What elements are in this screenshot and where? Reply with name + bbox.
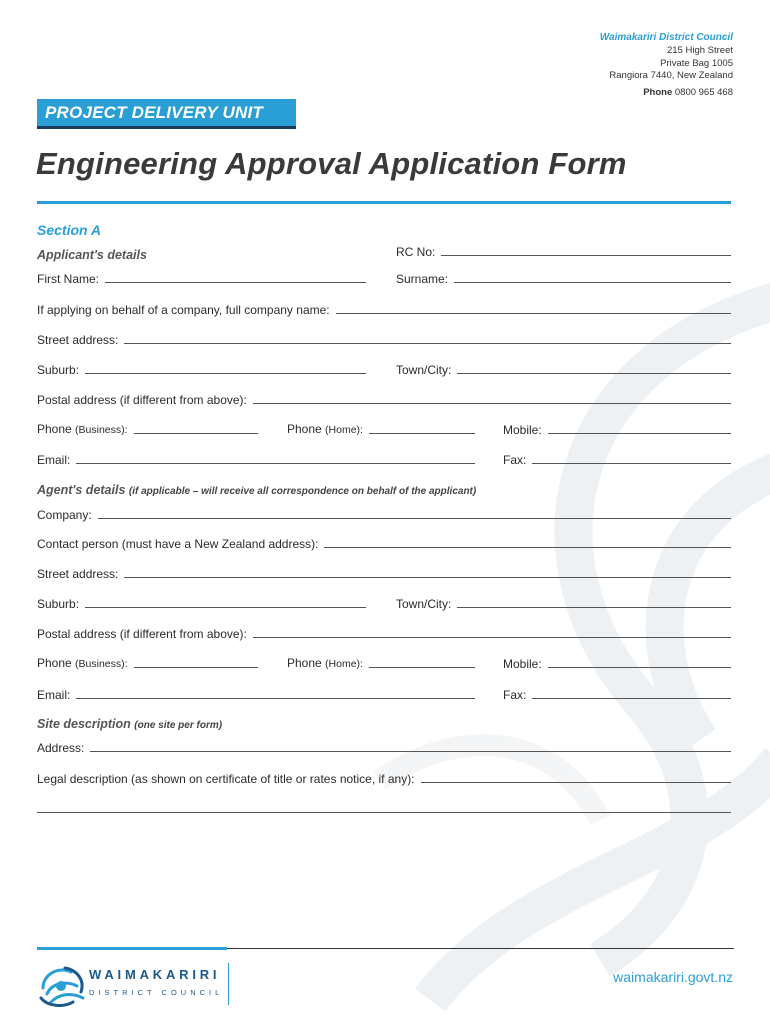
mobile-label: Mobile: [503, 423, 542, 437]
agent-contact-person-label: Contact person (must have a New Zealand address): [37, 537, 319, 551]
agent-phone-home-label: Phone (Home): [287, 656, 363, 670]
suburb-field[interactable] [37, 361, 366, 377]
logo-wordmark: WAIMAKARIRI [89, 967, 221, 982]
address-line: Rangiora 7440, New Zealand [609, 70, 733, 82]
agent-phone-business-label: Phone (Business): [37, 656, 128, 670]
site-note: (one site per form) [134, 720, 223, 731]
phone-home-field[interactable] [287, 421, 475, 437]
agent-suburb-label: Suburb: [37, 597, 80, 611]
section-label: Section A [37, 222, 102, 238]
street-address-field[interactable] [37, 331, 731, 347]
email-field[interactable] [37, 451, 475, 467]
footer-divider-accent [37, 947, 227, 950]
company-name-field[interactable] [37, 301, 731, 317]
phone-number: 0800 965 468 [674, 87, 733, 99]
agent-town-city-field[interactable] [396, 595, 731, 611]
agent-mobile-label: Mobile: [503, 657, 542, 671]
rc-no-field[interactable] [396, 243, 731, 259]
footer-divider [227, 948, 734, 949]
agent-fax-field[interactable] [503, 686, 731, 702]
email-label: Email: [37, 453, 71, 467]
company-name-label: If applying on behalf of a company, full company name: [37, 303, 330, 317]
agent-street-address-label: Street address: [37, 567, 119, 581]
address-line: 215 High Street [666, 44, 733, 56]
agent-phone-business-field[interactable] [37, 655, 258, 671]
applicant-heading: Applicant's details [37, 248, 147, 262]
agent-company-label: Company: [37, 508, 92, 522]
legal-description-field[interactable] [37, 770, 731, 786]
agent-phone-home-field[interactable] [287, 655, 475, 671]
council-address-block [600, 32, 733, 100]
unit-banner: PROJECT DELIVERY UNIT [37, 99, 296, 126]
agent-email-label: Email: [37, 688, 71, 702]
first-name-field[interactable] [37, 270, 366, 286]
page-title: Engineering Approval Application Form [36, 146, 627, 181]
agent-company-field[interactable] [37, 506, 731, 522]
fax-label: Fax: [503, 453, 527, 467]
postal-address-field[interactable] [37, 391, 731, 407]
phone-business-field[interactable] [37, 421, 258, 437]
site-address-field[interactable] [37, 739, 731, 755]
surname-label: Surname: [396, 272, 449, 286]
postal-address-label: Postal address (if different from above): [37, 393, 247, 407]
legal-description-continuation-line[interactable] [37, 812, 731, 813]
agent-postal-address-label: Postal address (if different from above): [37, 627, 247, 641]
site-heading: Site description (one site per form) [37, 717, 223, 731]
first-name-label: First Name: [37, 272, 100, 286]
legal-description-label: Legal description (as shown on certificate of title or rates notice, if any): [37, 772, 415, 786]
surname-field[interactable] [396, 270, 731, 286]
agent-note: (if applicable – will receive all correspondence on behalf of the applicant) [128, 486, 477, 497]
logo-divider [228, 963, 229, 1005]
logo-subtitle: DISTRICT COUNCIL [89, 988, 224, 997]
site-address-label: Address: [37, 741, 85, 755]
mobile-field[interactable] [503, 421, 731, 437]
phone-line [600, 87, 733, 100]
agent-town-city-label: Town/City: [396, 597, 452, 611]
suburb-label: Suburb: [37, 363, 80, 377]
agent-fax-label: Fax: [503, 688, 527, 702]
address-line: Private Bag 1005 [660, 57, 733, 69]
website-link[interactable]: waimakariri.govt.nz [613, 969, 733, 985]
agent-email-field[interactable] [37, 686, 475, 702]
phone-business-label: Phone (Business): [37, 422, 128, 436]
agent-mobile-field[interactable] [503, 655, 731, 671]
agent-suburb-field[interactable] [37, 595, 366, 611]
street-address-label: Street address: [37, 333, 119, 347]
fax-field[interactable] [503, 451, 731, 467]
council-name: Waimakariri District Council [599, 32, 733, 43]
agent-heading: Agent's details (if applicable – will receive all correspondence on behalf of the applicant) [37, 483, 477, 497]
agent-contact-person-field[interactable] [37, 535, 731, 551]
agent-postal-address-field[interactable] [37, 625, 731, 641]
agent-street-address-field[interactable] [37, 565, 731, 581]
town-city-label: Town/City: [396, 363, 452, 377]
phone-label: Phone [643, 87, 673, 99]
title-divider [37, 201, 731, 204]
phone-home-label: Phone (Home): [287, 422, 363, 436]
rc-no-label: RC No: [396, 245, 436, 259]
town-city-field[interactable] [396, 361, 731, 377]
